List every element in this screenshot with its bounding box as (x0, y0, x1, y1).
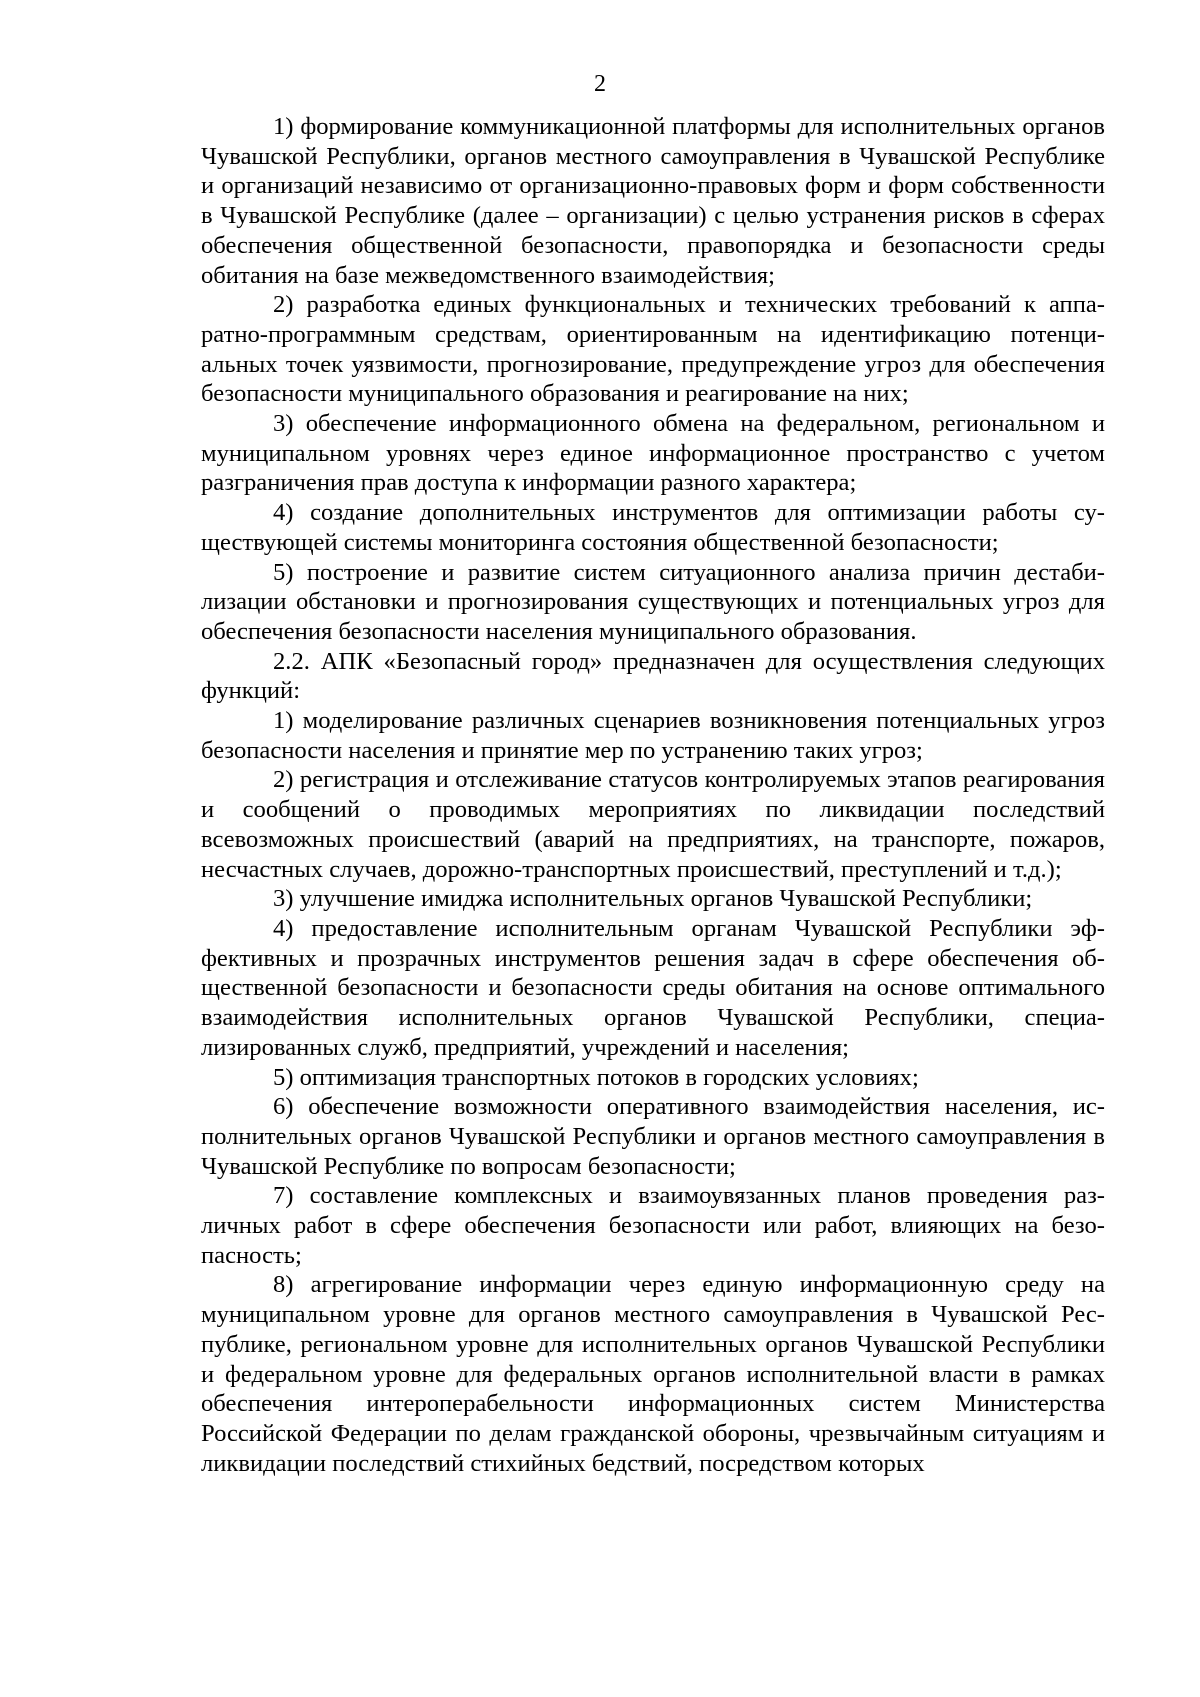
paragraph-item-3-information-exchange: 3) обеспечение информационного обмена на федеральном, региональном и муниципальном уровнях через единое информационное пространство с учетом разграничения прав доступа к информации разного характера; (201, 410, 1105, 497)
paragraph-function-5-traffic: 5) оптимизация транспортных потоков в городских условиях; (273, 1063, 919, 1091)
paragraph-function-4-instruments: 4) предоставление исполнительным органам Чувашской Республики эффективных и прозрачных инструментов решения задач в сфере обеспечения общественной безопасности и безопасности среды обитания на основе оптимального взаимодействия исполнительных органов Чувашской Республики, специализированных служб, предприятий, учреждений и населения; (201, 914, 1105, 1061)
paragraph-function-6-interaction: 6) обеспечение возможности оперативного взаимодействия населения, исполнительных органов Чувашской Республики и органов местного самоуправления в Чувашской Республике по вопросам безопасности; (201, 1093, 1105, 1180)
page-number: 2 (594, 71, 606, 97)
paragraph-function-7-plans: 7) составление комплексных и взаимоувязанных планов проведения различных работ в сфере обеспечения безопасности или работ, влияющих на безопасность; (201, 1182, 1105, 1269)
paragraph-section-2-2: 2.2. АПК «Безопасный город» предназначен для осуществления следующих функций: (201, 647, 1105, 705)
paragraph-item-2-technical-requirements: 2) разработка единых функциональных и технических требований к аппаратно-программным средствам, ориентированным на идентификацию потенциальных точек уязвимости, прогнозирование, предупреждение угроз для обеспечения безопасности муниципального образования и реагирование на них; (201, 291, 1105, 408)
paragraph-function-3-image: 3) улучшение имиджа исполнительных органов Чувашской Республики; (273, 885, 1033, 913)
paragraph-item-5-situational-analysis: 5) построение и развитие систем ситуационного анализа причин дестабилизации обстановки и прогнозирования существующих и потенциальных угроз для обеспечения безопасности населения муниципального образования. (201, 558, 1105, 645)
paragraph-item-4-monitoring-tools: 4) создание дополнительных инструментов для оптимизации работы существующей системы мониторинга состояния общественной безопасности; (201, 499, 1105, 556)
paragraph-function-2-registration: 2) регистрация и отслеживание статусов контролируемых этапов реагирования и сообщений о проводимых мероприятиях по ликвидации последствий всевозможных происшествий (аварий на предприятиях, на транспорте, пожаров, несчастных случаев, дорожно-транспортных происшествий, преступлений и т.д.); (201, 766, 1105, 883)
paragraph-function-1-modeling: 1) моделирование различных сценариев возникновения потенциальных угроз безопасности населения и принятие мер по устранению таких угроз; (201, 707, 1105, 764)
document-body (201, 112, 1105, 1478)
paragraph-function-8-aggregation: 8) агрегирование информации через единую информационную среду на муниципальном уровне для органов местного самоуправления в Чувашской Республике, региональном уровне для исполнительных органов Чувашской Республики и федеральном уровне для федеральных органов исполнительной власти в рамках обеспечения интероперабельности информационных систем Министерства Российской Федерации по делам гражданской обороны, чрезвычайным ситуациям и ликвидации последствий стихийных бедствий, посредством которых (201, 1271, 1105, 1477)
paragraph-item-1-communication-platform: 1) формирование коммуникационной платформы для исполнительных органов Чувашской Республики, органов местного самоуправления в Чувашской Республике и организаций независимо от организационно-правовых форм и форм собственности в Чувашской Республике (далее – организации) с целью устранения рисков в сферах обеспечения общественной безопасности, правопорядка и безопасности среды обитания на базе межведомственного взаимодействия; (201, 113, 1105, 289)
